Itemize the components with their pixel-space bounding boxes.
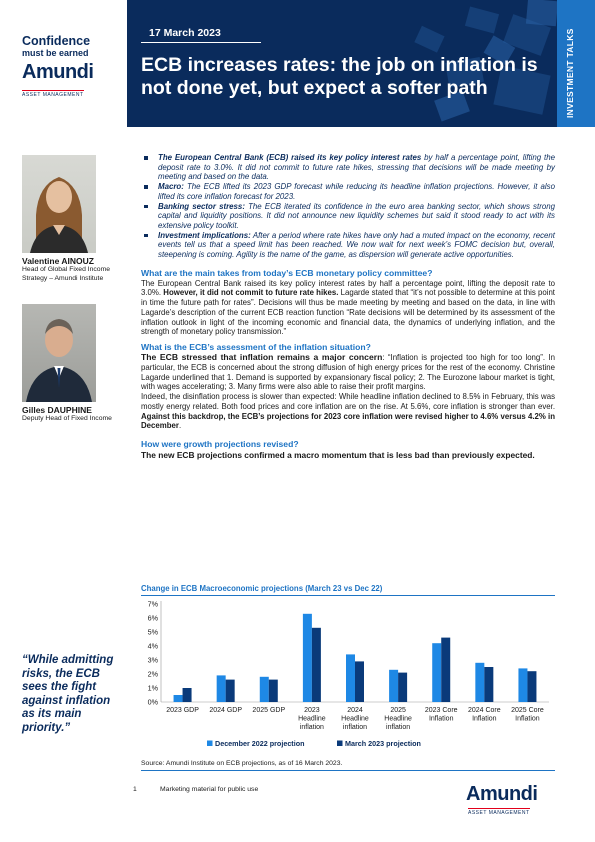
bar-chart-svg (141, 596, 555, 754)
para-text: Indeed, the disinflation process is slower than expected: While headline inflation declined to 8.5% in February, this was mostly energy related. Both food prices and core inflation are on the rise. At 5.6%, core inflation is stronger than ever. (141, 392, 555, 411)
x-tick-label: 2023 Core (424, 707, 458, 714)
bar-dec22 (432, 643, 441, 702)
bar-mar23 (441, 638, 450, 702)
section-lead-paragraph: The new ECB projections confirmed a macro momentum that is less bad than previously expected. (141, 450, 535, 461)
x-tick-label: 2023 (304, 707, 320, 714)
bullet-text: After a period where rate hikes have only had a muted impact on the economy, recent events tell us that a speed limit has been reached. We now wait for next week’s FOMC decision but, overall, steepening is coming. Agility is the name of the game, as dispersion will generate active opportunities. (158, 230, 556, 260)
author-role-dauphine: Deputy Head of Fixed Income (22, 415, 112, 422)
para-text: The European Central Bank raised its key policy interest rates by half a percentage point, lifting the deposit rate to 3.0%. (141, 278, 555, 298)
main-content (141, 153, 555, 461)
portrait-woman-icon (22, 155, 96, 253)
y-tick-label: 1% (147, 683, 158, 693)
page-number: 1 (133, 786, 137, 793)
tagline-confidence: Confidence (22, 34, 91, 48)
y-tick-label: 4% (147, 641, 158, 651)
para-text: : “Inflation is projected too high for too long”. In particular, the ECB is concerned about the strong diffusion of high energy prices for the rest of the economy. Christine Lagarde underlined that 1. Demand is supported by expansionary fiscal policy; 2. The Eurozone labour market is tight, with wages accelerating; 3. Many firms were also able to raise their profit margins. (141, 353, 556, 392)
x-tick-label: 2024 GDP (209, 707, 243, 714)
date-divider (141, 42, 261, 43)
bar-dec22 (475, 663, 484, 702)
author-role-ainouz: Head of Global Fixed Income Strategy – Amundi Institute (22, 266, 111, 282)
legend-swatch (207, 741, 213, 747)
projections-chart (141, 596, 555, 754)
bar-dec22 (174, 695, 183, 702)
x-tick-label: 2025 Core (511, 707, 544, 714)
chart-title: Change in ECB Macroeconomic projections (March 23 vs Dec 22) (141, 584, 383, 593)
x-tick-label: Inflation (428, 715, 454, 723)
section-paragraph (141, 353, 555, 392)
para-text: . (178, 421, 182, 431)
bar-mar23 (183, 688, 192, 702)
tagline-must-be-earned: must be earned (22, 48, 89, 58)
key-takeaways-list (141, 153, 555, 260)
x-tick-label: Headline (384, 715, 412, 723)
bar-mar23 (484, 667, 493, 702)
chart-source: Source: Amundi Institute on ECB projections, as of 16 March 2023. (141, 760, 343, 767)
bar-mar23 (226, 680, 235, 702)
x-tick-label: 2024 Core (467, 707, 501, 714)
bullet-item (141, 231, 555, 260)
x-tick-label: inflation (386, 724, 411, 731)
author-name-dauphine: Gilles DAUPHINE (22, 405, 92, 415)
header-banner (127, 0, 557, 127)
y-tick-label: 3% (147, 655, 158, 665)
side-tab-label: INVESTMENT TALKS (565, 28, 575, 118)
marketing-disclaimer: Marketing material for public use (160, 786, 259, 793)
bullet-item (141, 153, 555, 182)
y-tick-label: 2% (147, 669, 158, 679)
x-tick-label: inflation (299, 724, 324, 731)
author-name-ainouz: Valentine AINOUZ (22, 256, 94, 266)
legend-label: December 2022 projection (215, 739, 305, 748)
bar-mar23 (269, 680, 278, 702)
y-tick-label: 0% (147, 697, 158, 707)
logo-wordmark: Amundi (22, 61, 94, 83)
x-tick-label: Inflation (472, 715, 497, 723)
section-paragraph (141, 392, 555, 431)
legend-label: March 2023 projection (345, 739, 421, 748)
y-tick-label: 5% (147, 627, 158, 637)
pull-quote: “While admitting risks, the ECB sees the fight against inflation as its main priority.” (22, 654, 114, 734)
bullet-text: by half a percentage point, lifting the deposit rate to 3.0%. It did not commit to future rate hikes, stressing that decisions will be made meeting by meeting and based on the data. (158, 153, 555, 182)
para-bold: Against this backdrop, the ECB’s projections for 2023 core inflation were revised higher to 4.6% versus 4.2% in December (141, 411, 555, 431)
section-paragraph (141, 279, 555, 338)
publication-date: 17 March 2023 (149, 27, 221, 39)
x-tick-label: Headline (341, 715, 369, 723)
bullet-item (141, 202, 555, 231)
y-tick-label: 7% (147, 599, 158, 609)
para-bold: However, it did not commit to future rate hikes. (163, 288, 339, 298)
investment-talks-tab (557, 0, 595, 127)
portrait-man-icon (22, 304, 96, 402)
logo-subtitle: ASSET MANAGEMENT (22, 92, 84, 98)
x-tick-label: 2024 (347, 707, 363, 714)
bar-mar23 (355, 661, 364, 702)
bar-mar23 (527, 671, 536, 702)
bar-dec22 (346, 654, 355, 702)
bar-mar23 (312, 628, 321, 702)
footer-logo-subtitle: ASSET MANAGEMENT (468, 810, 530, 816)
para-lead: The ECB stressed that inflation remains a major concern (141, 352, 383, 363)
x-tick-label: inflation (342, 724, 368, 731)
author-photo-ainouz (22, 155, 96, 253)
x-tick-label: 2025 (390, 707, 406, 714)
bar-dec22 (518, 668, 527, 702)
bullet-text: The ECB lifted its 2023 GDP forecast while reducing its headline inflation projections. However, it also lifted its core inflation forecast for 2023. (158, 182, 555, 201)
para-text: Lagarde stated that “it’s not possible to determine at this point in time the future path for rates”. Decisions will thus be made meeting by meeting and based on the data, in line with Lagarde’s description of the current ECB reaction function “Rate decisions will be determined by its assessment of the inflation outlook in light of the incoming economic and financial data, the dynamics of underlying inflation, and the strength of monetary policy transmission.” (141, 288, 555, 337)
amundi-logo[interactable] (22, 34, 122, 101)
x-tick-label: Inflation (515, 715, 540, 723)
bar-dec22 (303, 614, 312, 702)
x-tick-label: 2023 GDP (166, 707, 199, 714)
bullet-bold: Investment implications: (158, 230, 251, 240)
bullet-item (141, 182, 555, 201)
brand-block (0, 0, 127, 127)
bullet-bold: The European Central Bank (ECB) raised its key policy interest rates (158, 153, 422, 162)
page-title: ECB increases rates: the job on inflation is not done yet, but expect a softer path (141, 54, 538, 99)
section-heading-main-takes: What are the main takes from today’s ECB monetary policy committee? (141, 267, 433, 278)
x-tick-label: Headline (298, 715, 326, 723)
legend-swatch (337, 741, 343, 747)
section-heading-inflation: What is the ECB’s assessment of the inflation situation? (141, 342, 371, 353)
bar-dec22 (389, 670, 398, 702)
bullet-bold: Banking sector stress: (158, 201, 245, 211)
section-heading-growth: How were growth projections revised? (141, 439, 299, 450)
author-photo-dauphine (22, 304, 96, 402)
bar-dec22 (260, 677, 269, 702)
bullet-bold: Macro: (158, 182, 184, 192)
footer-logo[interactable]: Amundi (466, 783, 538, 805)
x-tick-label: 2025 GDP (252, 707, 286, 714)
bar-mar23 (398, 673, 407, 702)
bar-dec22 (217, 675, 226, 702)
y-tick-label: 6% (147, 613, 158, 623)
source-rule (141, 770, 555, 771)
bullet-text: The ECB iterated its confidence in the euro area banking sector, which shows strong capital and liquidity positions. It did not announce new liquidity schemes but said it stood ready to act with its extensive policy toolkit. (158, 201, 555, 230)
